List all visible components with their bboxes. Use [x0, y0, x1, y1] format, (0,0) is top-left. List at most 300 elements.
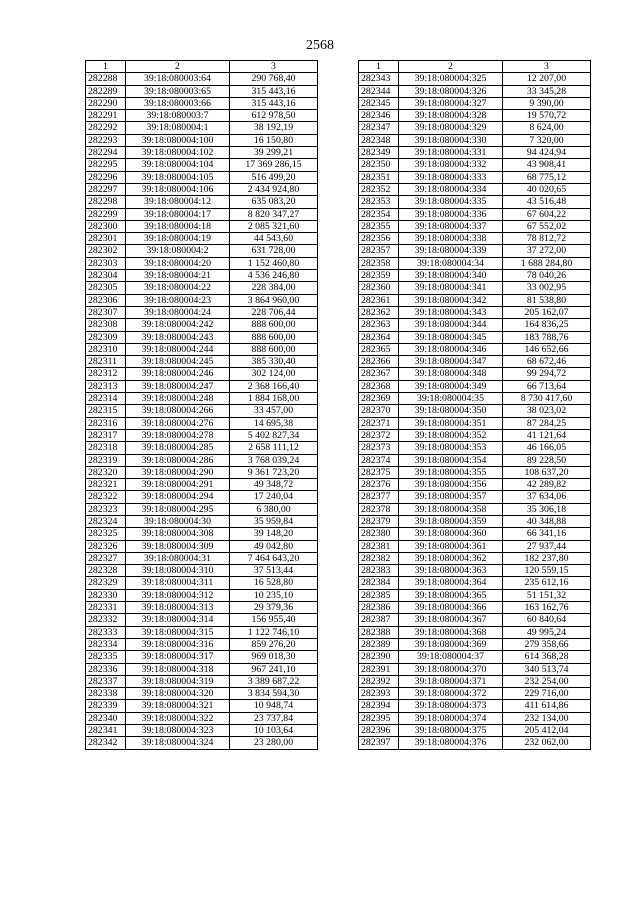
value-cell: 969 018,30 — [230, 651, 318, 663]
column-header-1: 1 — [359, 61, 399, 73]
value-cell: 612 978,50 — [230, 110, 318, 122]
table-row — [359, 171, 591, 183]
cadastral-number-cell: 39:18:080004:327 — [399, 97, 503, 109]
cadastral-number-cell: 39:18:080004:34 — [399, 257, 503, 269]
table-row — [86, 725, 318, 737]
right-table — [358, 60, 591, 750]
table-row — [359, 688, 591, 700]
row-number-cell: 282373 — [359, 442, 399, 454]
cadastral-number-cell: 39:18:080004:22 — [126, 282, 230, 294]
cadastral-number-cell: 39:18:080004:353 — [399, 442, 503, 454]
value-cell: 279 358,66 — [503, 638, 591, 650]
table-row — [359, 343, 591, 355]
row-number-cell: 282330 — [86, 589, 126, 601]
value-cell: 232 134,00 — [503, 712, 591, 724]
value-cell: 19 570,72 — [503, 110, 591, 122]
row-number-cell: 282379 — [359, 515, 399, 527]
cadastral-number-cell: 39:18:080004:332 — [399, 159, 503, 171]
row-number-cell: 282351 — [359, 171, 399, 183]
value-cell: 6 380,00 — [230, 503, 318, 515]
table-row — [359, 712, 591, 724]
row-number-cell: 282329 — [86, 577, 126, 589]
table-row — [86, 85, 318, 97]
row-number-cell: 282323 — [86, 503, 126, 515]
table-row — [86, 257, 318, 269]
cadastral-number-cell: 39:18:080004:346 — [399, 343, 503, 355]
table-row — [86, 577, 318, 589]
cadastral-number-cell: 39:18:080004:308 — [126, 528, 230, 540]
cadastral-number-cell: 39:18:080004:324 — [126, 737, 230, 749]
table-row — [86, 171, 318, 183]
value-cell: 2 658 111,12 — [230, 442, 318, 454]
value-cell: 1 688 284,80 — [503, 257, 591, 269]
cadastral-number-cell: 39:18:080003:7 — [126, 110, 230, 122]
row-number-cell: 282360 — [359, 282, 399, 294]
row-number-cell: 282386 — [359, 602, 399, 614]
row-number-cell: 282385 — [359, 589, 399, 601]
value-cell: 35 306,18 — [503, 503, 591, 515]
cadastral-number-cell: 39:18:080004:245 — [126, 356, 230, 368]
table-row — [86, 552, 318, 564]
cadastral-number-cell: 39:18:080004:369 — [399, 638, 503, 650]
row-number-cell: 282331 — [86, 602, 126, 614]
cadastral-number-cell: 39:18:080004:368 — [399, 626, 503, 638]
cadastral-number-cell: 39:18:080004:354 — [399, 454, 503, 466]
cadastral-number-cell: 39:18:080004:361 — [399, 540, 503, 552]
row-number-cell: 282307 — [86, 306, 126, 318]
cadastral-number-cell: 39:18:080004:358 — [399, 503, 503, 515]
cadastral-number-cell: 39:18:080004:350 — [399, 405, 503, 417]
table-row — [86, 565, 318, 577]
table-row — [359, 245, 591, 257]
row-number-cell: 282333 — [86, 626, 126, 638]
value-cell: 228 706,44 — [230, 306, 318, 318]
row-number-cell: 282291 — [86, 110, 126, 122]
row-number-cell: 282396 — [359, 725, 399, 737]
cadastral-number-cell: 39:18:080004:365 — [399, 589, 503, 601]
row-number-cell: 282340 — [86, 712, 126, 724]
cadastral-number-cell: 39:18:080004:367 — [399, 614, 503, 626]
table-row — [359, 73, 591, 85]
value-cell: 183 788,76 — [503, 331, 591, 343]
row-number-cell: 282320 — [86, 466, 126, 478]
cadastral-number-cell: 39:18:080004:329 — [399, 122, 503, 134]
table-row — [359, 565, 591, 577]
value-cell: 3 768 039,24 — [230, 454, 318, 466]
table-row — [359, 466, 591, 478]
value-cell: 35 959,84 — [230, 515, 318, 527]
table-row — [86, 454, 318, 466]
row-number-cell: 282322 — [86, 491, 126, 503]
value-cell: 9 390,00 — [503, 97, 591, 109]
header-row — [359, 61, 591, 73]
cadastral-number-cell: 39:18:080004:366 — [399, 602, 503, 614]
row-number-cell: 282305 — [86, 282, 126, 294]
value-cell: 235 612,16 — [503, 577, 591, 589]
table-row — [86, 626, 318, 638]
row-number-cell: 282388 — [359, 626, 399, 638]
value-cell: 635 083,20 — [230, 196, 318, 208]
table-row — [86, 208, 318, 220]
cadastral-number-cell: 39:18:080004:323 — [126, 725, 230, 737]
column-header-2: 2 — [126, 61, 230, 73]
value-cell: 385 330,40 — [230, 356, 318, 368]
row-number-cell: 282368 — [359, 380, 399, 392]
table-row — [359, 294, 591, 306]
table-row — [359, 552, 591, 564]
row-number-cell: 282316 — [86, 417, 126, 429]
value-cell: 46 166,05 — [503, 442, 591, 454]
table-row — [86, 97, 318, 109]
value-cell: 33 345,28 — [503, 85, 591, 97]
row-number-cell: 282312 — [86, 368, 126, 380]
value-cell: 99 294,72 — [503, 368, 591, 380]
value-cell: 33 002,95 — [503, 282, 591, 294]
cadastral-number-cell: 39:18:080004:30 — [126, 515, 230, 527]
cadastral-number-cell: 39:18:080004:105 — [126, 171, 230, 183]
value-cell: 38 192,19 — [230, 122, 318, 134]
table-row — [359, 626, 591, 638]
row-number-cell: 282380 — [359, 528, 399, 540]
table-row — [359, 577, 591, 589]
table-row — [86, 688, 318, 700]
value-cell: 290 768,40 — [230, 73, 318, 85]
table-row — [359, 405, 591, 417]
cadastral-number-cell: 39:18:080004:370 — [399, 663, 503, 675]
cadastral-number-cell: 39:18:080004:355 — [399, 466, 503, 478]
value-cell: 888 600,00 — [230, 319, 318, 331]
row-number-cell: 282363 — [359, 319, 399, 331]
row-number-cell: 282391 — [359, 663, 399, 675]
value-cell: 23 280,00 — [230, 737, 318, 749]
table-row — [359, 737, 591, 749]
cadastral-number-cell: 39:18:080003:64 — [126, 73, 230, 85]
value-cell: 81 538,80 — [503, 294, 591, 306]
table-row — [359, 528, 591, 540]
value-cell: 68 775,12 — [503, 171, 591, 183]
cadastral-number-cell: 39:18:080004:104 — [126, 159, 230, 171]
cadastral-number-cell: 39:18:080004:330 — [399, 134, 503, 146]
table-row — [359, 442, 591, 454]
value-cell: 3 389 687,22 — [230, 675, 318, 687]
table-row — [359, 675, 591, 687]
cadastral-number-cell: 39:18:080004:337 — [399, 220, 503, 232]
row-number-cell: 282353 — [359, 196, 399, 208]
cadastral-number-cell: 39:18:080004:315 — [126, 626, 230, 638]
row-number-cell: 282336 — [86, 663, 126, 675]
row-number-cell: 282299 — [86, 208, 126, 220]
cadastral-number-cell: 39:18:080004:24 — [126, 306, 230, 318]
value-cell: 41 121,64 — [503, 429, 591, 441]
value-cell: 120 559,15 — [503, 565, 591, 577]
row-number-cell: 282315 — [86, 405, 126, 417]
row-number-cell: 282298 — [86, 196, 126, 208]
cadastral-number-cell: 39:18:080004:313 — [126, 602, 230, 614]
table-row — [86, 233, 318, 245]
value-cell: 37 272,00 — [503, 245, 591, 257]
table-row — [86, 220, 318, 232]
cadastral-number-cell: 39:18:080004:371 — [399, 675, 503, 687]
cadastral-number-cell: 39:18:080004:106 — [126, 183, 230, 195]
row-number-cell: 282395 — [359, 712, 399, 724]
page-number: 2568 — [306, 38, 334, 53]
row-number-cell: 282372 — [359, 429, 399, 441]
table-row — [86, 602, 318, 614]
table-row — [86, 491, 318, 503]
table-row — [86, 270, 318, 282]
table-row — [359, 233, 591, 245]
cadastral-number-cell: 39:18:080004:343 — [399, 306, 503, 318]
cadastral-number-cell: 39:18:080004:333 — [399, 171, 503, 183]
row-number-cell: 282376 — [359, 479, 399, 491]
row-number-cell: 282308 — [86, 319, 126, 331]
table-row — [86, 368, 318, 380]
cadastral-number-cell: 39:18:080004:318 — [126, 663, 230, 675]
value-cell: 205 412,04 — [503, 725, 591, 737]
cadastral-number-cell: 39:18:080004:285 — [126, 442, 230, 454]
row-number-cell: 282348 — [359, 134, 399, 146]
table-row — [359, 663, 591, 675]
table-row — [359, 429, 591, 441]
cadastral-number-cell: 39:18:080004:278 — [126, 429, 230, 441]
table-row — [86, 73, 318, 85]
cadastral-number-cell: 39:18:080004:328 — [399, 110, 503, 122]
row-number-cell: 282295 — [86, 159, 126, 171]
value-cell: 859 276,20 — [230, 638, 318, 650]
table-row — [359, 110, 591, 122]
cadastral-number-cell: 39:18:080004:314 — [126, 614, 230, 626]
table-row — [359, 491, 591, 503]
value-cell: 7 464 643,20 — [230, 552, 318, 564]
value-cell: 37 513,44 — [230, 565, 318, 577]
table-row — [86, 589, 318, 601]
cadastral-number-cell: 39:18:080004:316 — [126, 638, 230, 650]
row-number-cell: 282304 — [86, 270, 126, 282]
row-number-cell: 282358 — [359, 257, 399, 269]
value-cell: 967 241,10 — [230, 663, 318, 675]
value-cell: 232 254,00 — [503, 675, 591, 687]
cadastral-number-cell: 39:18:080004:349 — [399, 380, 503, 392]
row-number-cell: 282378 — [359, 503, 399, 515]
row-number-cell: 282306 — [86, 294, 126, 306]
table-row — [359, 417, 591, 429]
table-row — [86, 147, 318, 159]
row-number-cell: 282325 — [86, 528, 126, 540]
table-row — [359, 725, 591, 737]
table-row — [359, 306, 591, 318]
cadastral-number-cell: 39:18:080004:341 — [399, 282, 503, 294]
value-cell: 108 637,20 — [503, 466, 591, 478]
cadastral-number-cell: 39:18:080004:246 — [126, 368, 230, 380]
row-number-cell: 282297 — [86, 183, 126, 195]
value-cell: 78 812,72 — [503, 233, 591, 245]
row-number-cell: 282343 — [359, 73, 399, 85]
cadastral-number-cell: 39:18:080004:247 — [126, 380, 230, 392]
cadastral-number-cell: 39:18:080004:363 — [399, 565, 503, 577]
row-number-cell: 282293 — [86, 134, 126, 146]
row-number-cell: 282311 — [86, 356, 126, 368]
value-cell: 1 122 746,10 — [230, 626, 318, 638]
row-number-cell: 282324 — [86, 515, 126, 527]
table-row — [86, 196, 318, 208]
value-cell: 1 152 460,80 — [230, 257, 318, 269]
row-number-cell: 282366 — [359, 356, 399, 368]
row-number-cell: 282389 — [359, 638, 399, 650]
table-row — [359, 380, 591, 392]
value-cell: 2 368 166,40 — [230, 380, 318, 392]
value-cell: 8 624,00 — [503, 122, 591, 134]
row-number-cell: 282296 — [86, 171, 126, 183]
row-number-cell: 282381 — [359, 540, 399, 552]
row-number-cell: 282390 — [359, 651, 399, 663]
table-row — [86, 429, 318, 441]
cadastral-number-cell: 39:18:080004:242 — [126, 319, 230, 331]
row-number-cell: 282288 — [86, 73, 126, 85]
row-number-cell: 282361 — [359, 294, 399, 306]
table-row — [359, 651, 591, 663]
cadastral-number-cell: 39:18:080004:364 — [399, 577, 503, 589]
left-table — [85, 60, 318, 750]
cadastral-number-cell: 39:18:080004:331 — [399, 147, 503, 159]
table-row — [86, 356, 318, 368]
cadastral-number-cell: 39:18:080004:344 — [399, 319, 503, 331]
table-row — [359, 220, 591, 232]
value-cell: 40 020,65 — [503, 183, 591, 195]
row-number-cell: 282337 — [86, 675, 126, 687]
value-cell: 229 716,00 — [503, 688, 591, 700]
table-row — [86, 638, 318, 650]
table-row — [359, 356, 591, 368]
table-row — [86, 466, 318, 478]
cadastral-number-cell: 39:18:080004:336 — [399, 208, 503, 220]
table-row — [86, 528, 318, 540]
table-row — [359, 282, 591, 294]
table-row — [359, 638, 591, 650]
value-cell: 66 713,64 — [503, 380, 591, 392]
value-cell: 516 499,20 — [230, 171, 318, 183]
table-row — [86, 651, 318, 663]
row-number-cell: 282342 — [86, 737, 126, 749]
row-number-cell: 282369 — [359, 393, 399, 405]
cadastral-number-cell: 39:18:080004:23 — [126, 294, 230, 306]
value-cell: 8 820 347,27 — [230, 208, 318, 220]
row-number-cell: 282364 — [359, 331, 399, 343]
row-number-cell: 282335 — [86, 651, 126, 663]
cadastral-number-cell: 39:18:080004:21 — [126, 270, 230, 282]
value-cell: 43 908,41 — [503, 159, 591, 171]
value-cell: 33 457,00 — [230, 405, 318, 417]
cadastral-number-cell: 39:18:080004:20 — [126, 257, 230, 269]
cadastral-number-cell: 39:18:080004:342 — [399, 294, 503, 306]
table-row — [359, 85, 591, 97]
value-cell: 182 237,80 — [503, 552, 591, 564]
table-row — [359, 614, 591, 626]
table-row — [86, 675, 318, 687]
value-cell: 411 614,86 — [503, 700, 591, 712]
value-cell: 16 528,80 — [230, 577, 318, 589]
cadastral-number-cell: 39:18:080004:321 — [126, 700, 230, 712]
row-number-cell: 282327 — [86, 552, 126, 564]
table-row — [86, 712, 318, 724]
row-number-cell: 282309 — [86, 331, 126, 343]
row-number-cell: 282294 — [86, 147, 126, 159]
cadastral-number-cell: 39:18:080004:276 — [126, 417, 230, 429]
row-number-cell: 282374 — [359, 454, 399, 466]
row-number-cell: 282310 — [86, 343, 126, 355]
table-row — [86, 122, 318, 134]
table-row — [86, 134, 318, 146]
cadastral-number-cell: 39:18:080004:356 — [399, 479, 503, 491]
table-row — [86, 294, 318, 306]
row-number-cell: 282332 — [86, 614, 126, 626]
cadastral-number-cell: 39:18:080004:248 — [126, 393, 230, 405]
value-cell: 10 948,74 — [230, 700, 318, 712]
table-row — [359, 479, 591, 491]
row-number-cell: 282300 — [86, 220, 126, 232]
cadastral-number-cell: 39:18:080004:374 — [399, 712, 503, 724]
cadastral-number-cell: 39:18:080004:18 — [126, 220, 230, 232]
table-row — [86, 442, 318, 454]
table-row — [86, 183, 318, 195]
table-row — [86, 110, 318, 122]
row-number-cell: 282292 — [86, 122, 126, 134]
value-cell: 315 443,16 — [230, 97, 318, 109]
value-cell: 8 730 417,60 — [503, 393, 591, 405]
table-row — [359, 97, 591, 109]
row-number-cell: 282394 — [359, 700, 399, 712]
cadastral-number-cell: 39:18:080004:317 — [126, 651, 230, 663]
table-row — [359, 134, 591, 146]
value-cell: 23 737,84 — [230, 712, 318, 724]
column-header-3: 3 — [230, 61, 318, 73]
cadastral-number-cell: 39:18:080004:100 — [126, 134, 230, 146]
cadastral-number-cell: 39:18:080004:37 — [399, 651, 503, 663]
value-cell: 12 207,00 — [503, 73, 591, 85]
value-cell: 43 516,48 — [503, 196, 591, 208]
table-row — [86, 331, 318, 343]
row-number-cell: 282375 — [359, 466, 399, 478]
row-number-cell: 282318 — [86, 442, 126, 454]
value-cell: 67 552,02 — [503, 220, 591, 232]
table-row — [86, 737, 318, 749]
column-header-3: 3 — [503, 61, 591, 73]
table-row — [86, 343, 318, 355]
value-cell: 232 062,00 — [503, 737, 591, 749]
cadastral-number-cell: 39:18:080004:294 — [126, 491, 230, 503]
cadastral-number-cell: 39:18:080004:326 — [399, 85, 503, 97]
value-cell: 614 368,28 — [503, 651, 591, 663]
column-header-2: 2 — [399, 61, 503, 73]
row-number-cell: 282370 — [359, 405, 399, 417]
cadastral-number-cell: 39:18:080004:291 — [126, 479, 230, 491]
value-cell: 164 836,25 — [503, 319, 591, 331]
column-header-1: 1 — [86, 61, 126, 73]
row-number-cell: 282290 — [86, 97, 126, 109]
cadastral-number-cell: 39:18:080004:347 — [399, 356, 503, 368]
cadastral-number-cell: 39:18:080004:309 — [126, 540, 230, 552]
value-cell: 315 443,16 — [230, 85, 318, 97]
table-row — [359, 368, 591, 380]
cadastral-number-cell: 39:18:080004:352 — [399, 429, 503, 441]
row-number-cell: 282328 — [86, 565, 126, 577]
row-number-cell: 282357 — [359, 245, 399, 257]
value-cell: 17 369 286,15 — [230, 159, 318, 171]
cadastral-number-cell: 39:18:080004:310 — [126, 565, 230, 577]
table-row — [86, 503, 318, 515]
cadastral-number-cell: 39:18:080004:35 — [399, 393, 503, 405]
value-cell: 39 148,20 — [230, 528, 318, 540]
table-row — [86, 540, 318, 552]
